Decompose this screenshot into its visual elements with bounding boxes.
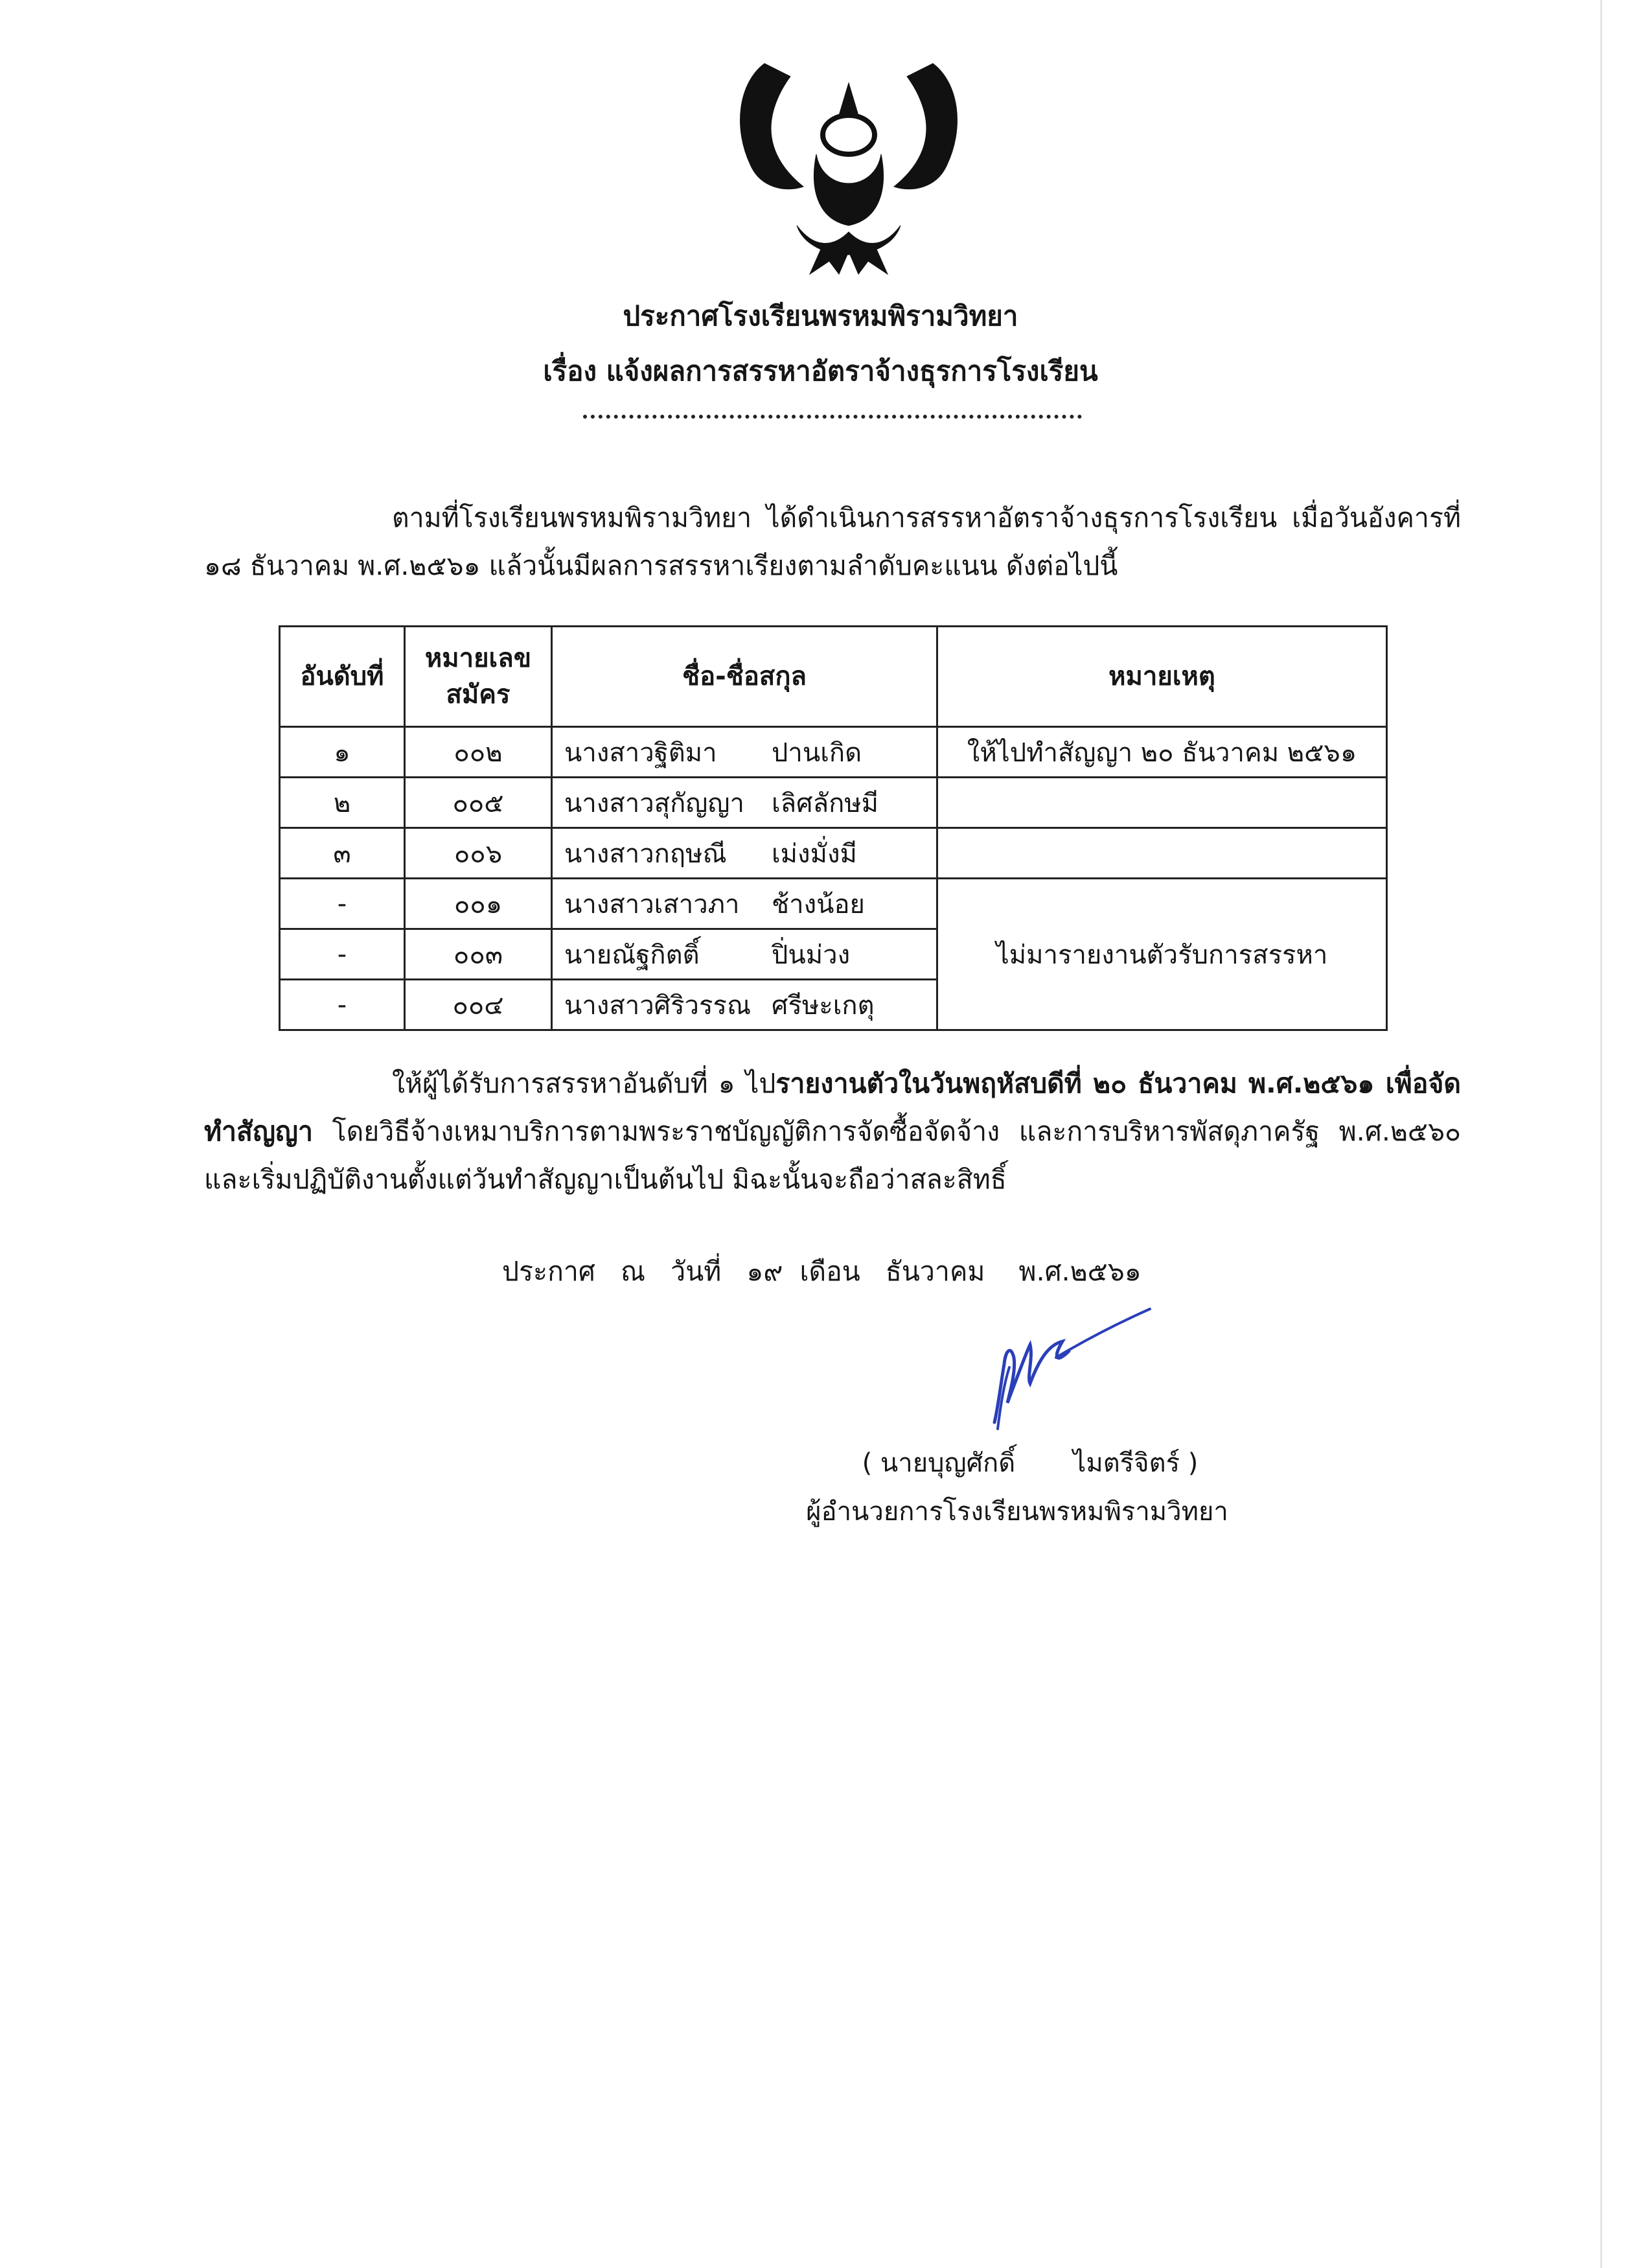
intro-text: ตามที่โรงเรียนพรหมพิรามวิทยา ได้ดำเนินการสรรหาอัตราจ้างธุรการโรงเรียน เมื่อวันอังคารที่ ๑๘ ธันวาคม พ.ศ.๒๕๖๑ แล้วนั้นมีผลการสรรหาเรียงตามลำดับคะแนน ดังต่อไปนี้ <box>204 502 1461 581</box>
cell-name <box>552 727 937 778</box>
table-header-row <box>280 627 1387 727</box>
header-name: ชื่อ-ชื่อสกุล <box>552 627 937 727</box>
results-table <box>279 625 1388 1031</box>
table-row <box>280 727 1387 778</box>
first-name: นางสาวเสาวภา <box>564 889 740 920</box>
header-rank: อันดับที่ <box>280 627 405 727</box>
table-row <box>280 828 1387 879</box>
cell-number: ๐๐๕ <box>405 778 552 828</box>
last-name: ศรีษะเกตุ <box>772 990 875 1021</box>
announcement-subject: เรื่อง แจ้งผลการสรรหาอัตราจ้างธุรการโรงเรียน <box>543 355 1098 387</box>
signature-image <box>991 1306 1153 1435</box>
garuda-emblem-icon <box>726 57 972 277</box>
cell-name <box>552 980 937 1030</box>
cell-number: ๐๐๖ <box>405 828 552 879</box>
last-name: เม่งมั่งมี <box>772 839 857 869</box>
cell-name <box>552 778 937 828</box>
cell-rank: ๓ <box>280 828 405 879</box>
first-name: นายณัฐกิตติ์ <box>564 940 700 970</box>
cell-remark <box>937 828 1387 879</box>
first-name: นางสาวกฤษณี <box>564 839 727 869</box>
instruction-text-part1: ให้ผู้ได้รับการสรรหาอันดับที่ ๑ ไป <box>392 1068 776 1099</box>
instruction-bold-text: รายงานตัวในวันพฤหัสบดีที่ ๒๐ ธันวาคม พ.ศ.๒๕๖๑ เพื่อจัดทำสัญญา <box>204 1068 1462 1147</box>
header-remark: หมายเหตุ <box>937 627 1387 727</box>
cell-remark: ให้ไปทำสัญญา ๒๐ ธันวาคม ๒๕๖๑ <box>937 727 1387 778</box>
last-name: ปานเกิด <box>772 737 862 768</box>
cell-number: ๐๐๔ <box>405 980 552 1030</box>
first-name: นางสาวฐิติมา <box>564 737 717 768</box>
title-divider <box>583 415 1082 419</box>
first-name: นางสาวศิริวรรณ <box>564 990 752 1021</box>
last-name: ปิ่นม่วง <box>772 940 851 970</box>
table-row <box>280 879 1387 929</box>
cell-remark <box>937 778 1387 828</box>
cell-rank: ๑ <box>280 727 405 778</box>
cell-rank: - <box>280 929 405 980</box>
header-applicant-number-line1: หมายเลข <box>424 643 532 673</box>
header-applicant-number-line2: สมัคร <box>446 680 511 710</box>
header-applicant-number <box>405 627 552 727</box>
cell-rank: - <box>280 879 405 929</box>
signer-position: ผู้อำนวยการโรงเรียนพรหมพิรามวิทยา <box>806 1497 1228 1527</box>
last-name: ช้างน้อย <box>772 889 865 920</box>
table-row <box>280 778 1387 828</box>
cell-name <box>552 929 937 980</box>
paper-edge <box>1600 0 1602 2268</box>
announcement-title: ประกาศโรงเรียนพรหมพิรามวิทยา <box>623 300 1018 332</box>
cell-name <box>552 828 937 879</box>
cell-rank: ๒ <box>280 778 405 828</box>
cell-number: ๐๐๓ <box>405 929 552 980</box>
instruction-paragraph <box>204 1059 1461 1203</box>
cell-number: ๐๐๑ <box>405 879 552 929</box>
instruction-text-part2: โดยวิธีจ้างเหมาบริการตามพระราชบัญญัติการจัดซื้อจัดจ้าง และการบริหารพัสดุภาครัฐ พ.ศ.๒๕๖๐ และเริ่มปฏิบัติงานตั้งแต่วันทำสัญญาเป็นต้นไป มิฉะนั้นจะถือว่าสละสิทธิ์ <box>204 1116 1461 1195</box>
cell-rank: - <box>280 980 405 1030</box>
intro-paragraph <box>204 494 1461 590</box>
cell-number: ๐๐๒ <box>405 727 552 778</box>
signer-name: ( นายบุญศักดิ์ ไมตรีจิตร์ ) <box>862 1448 1199 1478</box>
last-name: เลิศลักษมี <box>772 788 879 818</box>
cell-name <box>552 879 937 929</box>
announcement-date: ประกาศ ณ วันที่ ๑๙ เดือน ธันวาคม พ.ศ.๒๕๖๑ <box>502 1256 1142 1287</box>
first-name: นางสาวสุกัญญา <box>564 788 744 818</box>
cell-merged-remark: ไม่มารายงานตัวรับการสรรหา <box>937 879 1387 1030</box>
